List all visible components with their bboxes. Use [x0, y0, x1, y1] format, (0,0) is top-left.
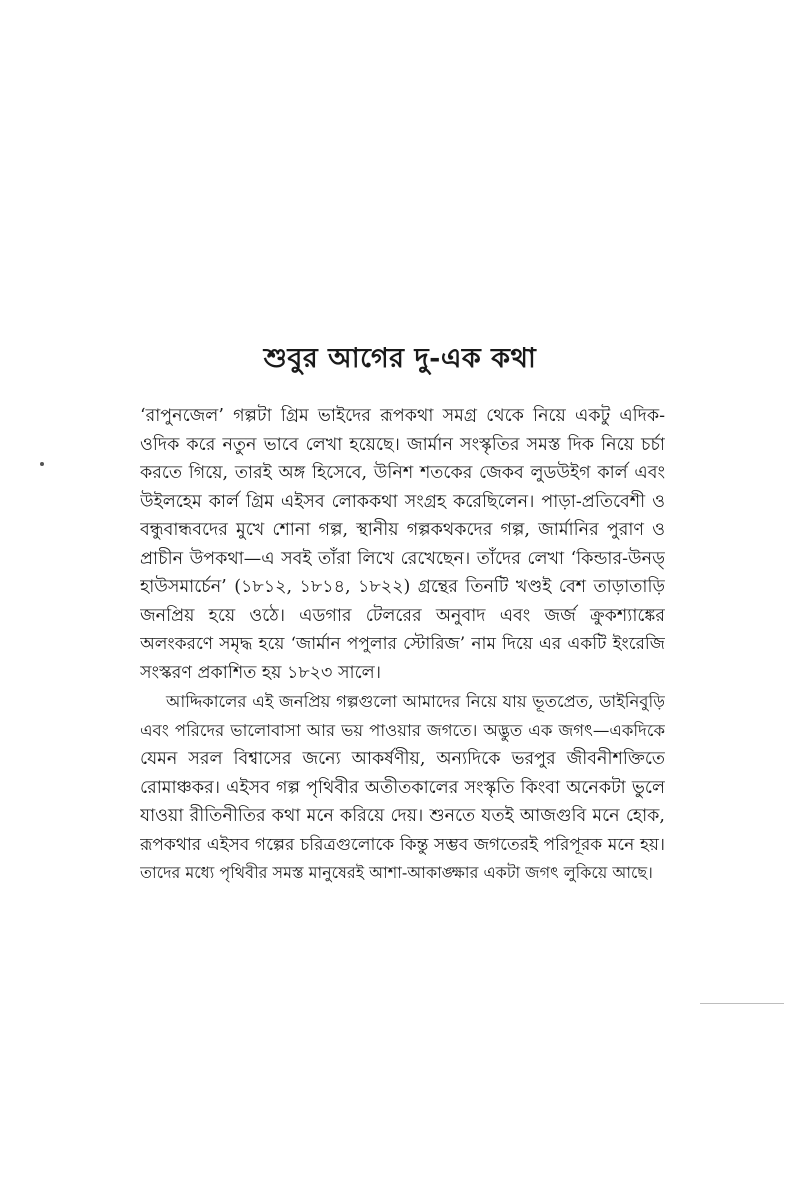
- stray-ink-dot: [40, 462, 44, 466]
- text-line: ‘রাপুনজেল’ গল্পটা গ্রিম ভাইদের রূপকথা সমগ্র থেকে নিয়ে একটু এদিক-: [140, 406, 665, 426]
- text-line: সংস্করণ প্রকাশিত হয় ১৮২৩ সালে।: [140, 662, 381, 683]
- scan-edge-line: [700, 1003, 784, 1004]
- text-line: এবং পরিদের ভালোবাসা আর ভয় পাওয়ার জগতে। অদ্ভুত এক জগৎ—একদিকে: [140, 720, 665, 740]
- text-line: প্রাচীন উপকথা—এ সবই তাঁরা লিখে রেখেছেন। তাঁদের লেখা ‘কিন্ডার-উনড্: [140, 548, 665, 569]
- text-line: যেমন সরল বিশ্বাসের জন্যে আকর্ষণীয়, অন্যদিকে ভরপুর জীবনীশক্তিতে: [140, 749, 665, 769]
- page-title: শুবুর আগের দু-এক কথা: [263, 343, 537, 374]
- text-line: বন্ধুবান্ধবদের মুখে শোনা গল্প, স্থানীয় গল্পকথকদের গল্প, জার্মানির পুরাণ ও: [140, 520, 665, 540]
- text-line: রূপকথার এইসব গল্পের চরিত্রগুলোকে কিন্তু সম্ভব জগতেরই পরিপূরক মনে হয়।: [140, 834, 665, 855]
- text-line: করতে গিয়ে, তারই অঙ্গ হিসেবে, উনিশ শতকের জেকব লুডউইগ কার্ল এবং: [140, 463, 665, 483]
- paragraph-1: [140, 402, 665, 687]
- text-line: উইলহেম কার্ল গ্রিম এইসব লোককথা সংগ্রহ করেছিলেন। পাড়া-প্রতিবেশী ও: [140, 491, 665, 512]
- text-line: ওদিক করে নতুন ভাবে লেখা হয়েছে। জার্মান সংস্কৃতির সমস্ত দিক নিয়ে চর্চা: [140, 434, 665, 455]
- paragraph-2: [140, 688, 665, 888]
- text-line: তাদের মধ্যে পৃথিবীর সমস্ত মানুষেরই আশা-আকাঙ্ক্ষার একটা জগৎ লুকিয়ে আছে।: [140, 863, 653, 882]
- text-line: যাওয়া রীতিনীতির কথা মনে করিয়ে দেয়। শুনতে যতই আজগুবি মনে হোক,: [140, 806, 665, 826]
- text-line: আদ্দিকালের এই জনপ্রিয় গল্পগুলো আমাদের নিয়ে যায় ভূতপ্রেত, ডাইনিবুড়ি: [166, 692, 665, 711]
- text-line: হাউসমার্চেন’ (১৮১২, ১৮১৪, ১৮২২) গ্রন্থের তিনটি খণ্ডই বেশ তাড়াতাড়ি: [140, 577, 665, 597]
- text-line: অলংকরণে সমৃদ্ধ হয়ে ‘জার্মান পপুলার স্টোরিজ’ নাম দিয়ে এর একটি ইংরেজি: [140, 634, 665, 654]
- text-line: রোমাঞ্চকর। এইসব গল্প পৃথিবীর অতীতকালের সংস্কৃতি কিংবা অনেকটা ভুলে: [140, 777, 665, 798]
- text-line: জনপ্রিয় হয়ে ওঠে। এডগার টেলরের অনুবাদ এবং জর্জ ক্রুকশ্যাঙ্কের: [140, 605, 665, 626]
